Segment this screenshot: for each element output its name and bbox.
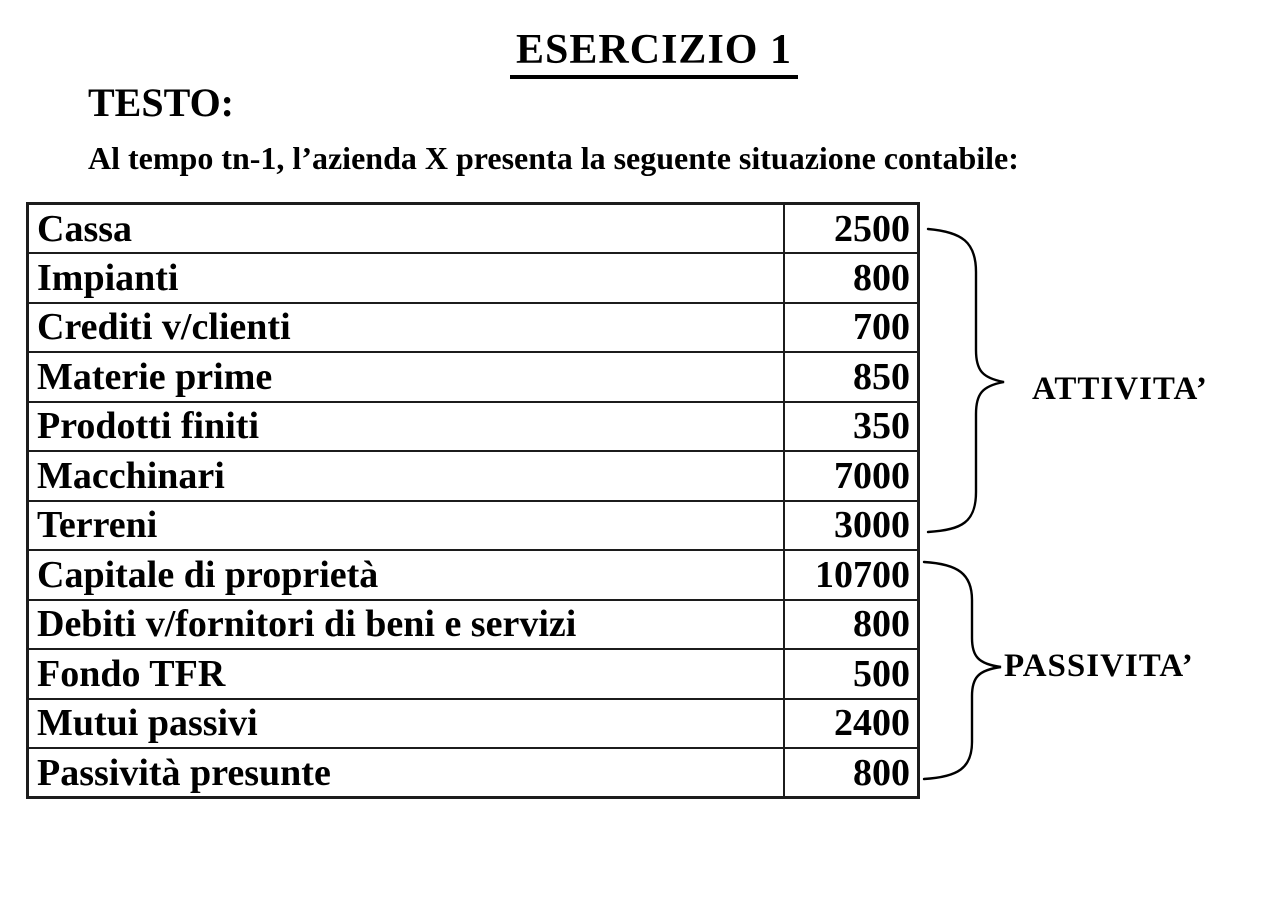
- account-name: Debiti v/fornitori di beni e servizi: [28, 600, 784, 650]
- table-row: [28, 550, 919, 600]
- account-value: 7000: [784, 451, 919, 501]
- account-name: Crediti v/clienti: [28, 303, 784, 353]
- account-value: 800: [784, 600, 919, 650]
- table-row: [28, 649, 919, 699]
- table-row: [28, 352, 919, 402]
- attivita-label: ATTIVITA’: [1032, 371, 1208, 407]
- account-value: 500: [784, 649, 919, 699]
- attivita-brace: [928, 229, 1004, 532]
- account-value: 700: [784, 303, 919, 353]
- account-name: Materie prime: [28, 352, 784, 402]
- account-name: Passività presunte: [28, 748, 784, 798]
- table-row: [28, 600, 919, 650]
- passivita-brace: [924, 562, 1001, 779]
- account-value: 3000: [784, 501, 919, 551]
- balance-table-body: [28, 204, 919, 798]
- account-value: 850: [784, 352, 919, 402]
- account-name: Impianti: [28, 253, 784, 303]
- account-value: 800: [784, 748, 919, 798]
- table-row: [28, 501, 919, 551]
- account-name: Fondo TFR: [28, 649, 784, 699]
- account-name: Terreni: [28, 501, 784, 551]
- balance-table: [26, 202, 920, 799]
- table-row: [28, 253, 919, 303]
- passivita-label: PASSIVITA’: [1004, 648, 1194, 684]
- account-name: Macchinari: [28, 451, 784, 501]
- table-row: [28, 748, 919, 798]
- table-row: [28, 204, 919, 254]
- account-name: Capitale di proprietà: [28, 550, 784, 600]
- account-name: Mutui passivi: [28, 699, 784, 749]
- account-name: Prodotti finiti: [28, 402, 784, 452]
- account-value: 350: [784, 402, 919, 452]
- table-row: [28, 699, 919, 749]
- table-row: [28, 402, 919, 452]
- table-row: [28, 303, 919, 353]
- intro-text: Al tempo tn-1, l’azienda X presenta la seguente situazione contabile:: [88, 140, 1019, 176]
- account-value: 800: [784, 253, 919, 303]
- section-label: TESTO:: [88, 80, 234, 125]
- account-value: 2400: [784, 699, 919, 749]
- account-value: 10700: [784, 550, 919, 600]
- page-title: ESERCIZIO 1: [510, 26, 798, 79]
- account-name: Cassa: [28, 204, 784, 254]
- table-row: [28, 451, 919, 501]
- account-value: 2500: [784, 204, 919, 254]
- title-row: [0, 26, 1280, 79]
